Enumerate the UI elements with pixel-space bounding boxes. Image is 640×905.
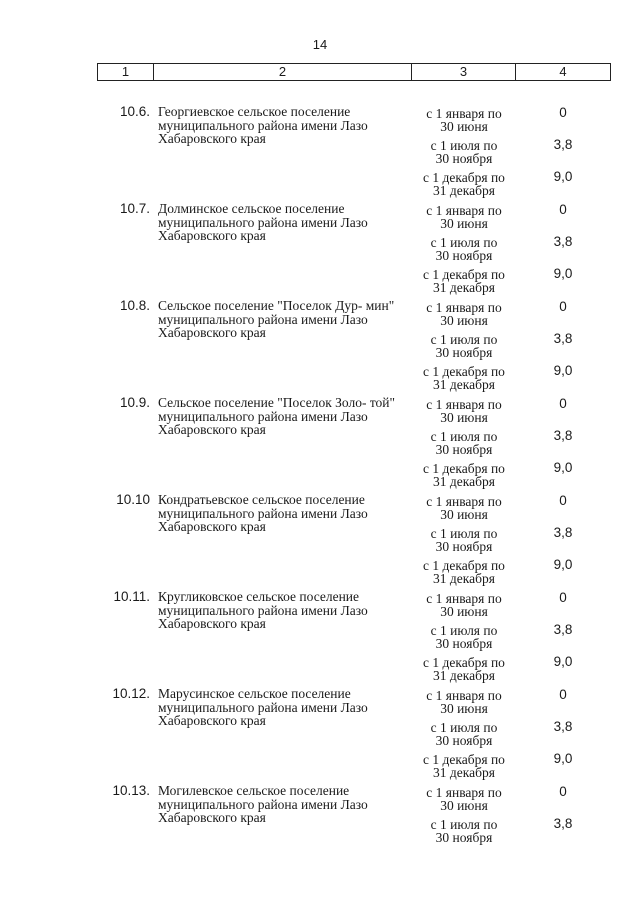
period-start: с 1 июля по <box>430 332 498 347</box>
settlement-name: Георгиевское сельское поселение муниципального района имени Лазо Хабаровского края <box>158 104 368 146</box>
period-start: с 1 декабря по <box>423 558 505 573</box>
period-start: с 1 июля по <box>430 138 498 153</box>
entry-number: 10.9. <box>119 395 150 410</box>
period-start: с 1 декабря по <box>423 170 505 185</box>
period-cell <box>414 786 514 812</box>
period-start: с 1 января по <box>426 397 502 412</box>
period-start: с 1 января по <box>426 785 502 800</box>
entry-number: 10.7. <box>119 201 150 216</box>
column-header-table <box>97 63 611 81</box>
period-cell <box>414 559 514 585</box>
settlement-name: Сельское поселение "Поселок Дур- мин" муниципального района имени Лазо Хабаровского края <box>158 298 395 340</box>
period-start: с 1 декабря по <box>423 267 505 282</box>
period-cell <box>414 624 514 650</box>
entry-number: 10.8. <box>119 298 150 313</box>
period-end: 31 декабря <box>433 668 495 683</box>
settlement-entry <box>0 395 640 492</box>
period-start: с 1 июля по <box>430 235 498 250</box>
rate-value: 9,0 <box>553 557 573 572</box>
period-end: 31 декабря <box>433 183 495 198</box>
period-start: с 1 декабря по <box>423 752 505 767</box>
period-end: 30 ноября <box>435 151 493 166</box>
settlement-name: Кондратьевское сельское поселение муниципального района имени Лазо Хабаровского края <box>158 492 368 534</box>
period-end: 30 июня <box>440 798 488 813</box>
entry-number: 10.13. <box>112 783 150 798</box>
settlement-entry <box>0 201 640 298</box>
rate-value: 3,8 <box>553 137 573 152</box>
period-end: 30 ноября <box>435 733 493 748</box>
rate-value: 9,0 <box>553 460 573 475</box>
rate-value: 0 <box>559 396 567 411</box>
page-number: 14 <box>312 37 328 52</box>
period-cell <box>414 204 514 230</box>
period-end: 30 ноября <box>435 442 493 457</box>
settlement-entry <box>0 298 640 395</box>
period-cell <box>414 333 514 359</box>
rate-value: 9,0 <box>553 363 573 378</box>
settlement-name: Кругликовское сельское поселение муниципального района имени Лазо Хабаровского края <box>158 589 368 631</box>
period-start: с 1 декабря по <box>423 461 505 476</box>
period-end: 30 июня <box>440 604 488 619</box>
period-end: 31 декабря <box>433 377 495 392</box>
period-cell <box>414 268 514 294</box>
rate-value: 0 <box>559 299 567 314</box>
period-cell <box>414 721 514 747</box>
period-cell <box>414 301 514 327</box>
settlement-name: Сельское поселение "Поселок Золо- той" муниципального района имени Лазо Хабаровского края <box>158 395 396 437</box>
period-cell <box>414 462 514 488</box>
rate-value: 3,8 <box>553 816 573 831</box>
period-cell <box>414 656 514 682</box>
period-end: 30 ноября <box>435 636 493 651</box>
period-start: с 1 января по <box>426 494 502 509</box>
period-end: 30 ноября <box>435 248 493 263</box>
period-cell <box>414 592 514 618</box>
period-start: с 1 января по <box>426 688 502 703</box>
period-end: 31 декабря <box>433 765 495 780</box>
column-header-3: 3 <box>412 64 516 81</box>
period-cell <box>414 107 514 133</box>
column-header-1: 1 <box>98 64 154 81</box>
period-cell <box>414 171 514 197</box>
rate-value: 9,0 <box>553 266 573 281</box>
rate-value: 0 <box>559 105 567 120</box>
period-cell <box>414 527 514 553</box>
rate-value: 0 <box>559 493 567 508</box>
period-start: с 1 января по <box>426 203 502 218</box>
period-start: с 1 января по <box>426 106 502 121</box>
entry-number: 10.10 <box>116 492 150 507</box>
period-end: 30 ноября <box>435 345 493 360</box>
period-start: с 1 июля по <box>430 720 498 735</box>
rate-value: 3,8 <box>553 331 573 346</box>
rate-value: 9,0 <box>553 751 573 766</box>
period-start: с 1 декабря по <box>423 364 505 379</box>
period-cell <box>414 398 514 424</box>
period-end: 30 июня <box>440 216 488 231</box>
period-start: с 1 января по <box>426 591 502 606</box>
rate-value: 0 <box>559 202 567 217</box>
rate-value: 0 <box>559 590 567 605</box>
period-cell <box>414 365 514 391</box>
settlement-entry <box>0 783 640 880</box>
period-cell <box>414 236 514 262</box>
period-start: с 1 июля по <box>430 429 498 444</box>
settlement-entry <box>0 686 640 783</box>
period-end: 31 декабря <box>433 280 495 295</box>
settlement-rows <box>0 104 640 880</box>
rate-value: 3,8 <box>553 234 573 249</box>
rate-value: 0 <box>559 687 567 702</box>
settlement-name: Могилевское сельское поселение муниципального района имени Лазо Хабаровского края <box>158 783 368 825</box>
entry-number: 10.12. <box>112 686 150 701</box>
entry-number: 10.11. <box>113 589 150 604</box>
rate-value: 9,0 <box>553 169 573 184</box>
settlement-entry <box>0 589 640 686</box>
column-header-4: 4 <box>516 64 611 81</box>
period-start: с 1 января по <box>426 300 502 315</box>
settlement-entry <box>0 104 640 201</box>
period-end: 30 ноября <box>435 830 493 845</box>
settlement-entry <box>0 492 640 589</box>
rate-value: 9,0 <box>553 654 573 669</box>
period-cell <box>414 689 514 715</box>
rate-value: 0 <box>559 784 567 799</box>
period-end: 30 июня <box>440 119 488 134</box>
rate-value: 3,8 <box>553 622 573 637</box>
period-end: 31 декабря <box>433 474 495 489</box>
rate-value: 3,8 <box>553 525 573 540</box>
period-end: 30 июня <box>440 507 488 522</box>
period-start: с 1 июля по <box>430 526 498 541</box>
period-cell <box>414 495 514 521</box>
period-start: с 1 июля по <box>430 623 498 638</box>
period-cell <box>414 818 514 844</box>
period-end: 30 июня <box>440 701 488 716</box>
period-end: 30 ноября <box>435 539 493 554</box>
period-start: с 1 июля по <box>430 817 498 832</box>
settlement-name: Марусинское сельское поселение муниципального района имени Лазо Хабаровского края <box>158 686 368 728</box>
period-cell <box>414 139 514 165</box>
period-end: 31 декабря <box>433 571 495 586</box>
settlement-name: Долминское сельское поселение муниципального района имени Лазо Хабаровского края <box>158 201 368 243</box>
column-header-row <box>98 64 611 81</box>
period-cell <box>414 753 514 779</box>
entry-number: 10.6. <box>119 104 150 119</box>
column-header-2: 2 <box>154 64 412 81</box>
rate-value: 3,8 <box>553 719 573 734</box>
rate-value: 3,8 <box>553 428 573 443</box>
period-end: 30 июня <box>440 313 488 328</box>
period-cell <box>414 430 514 456</box>
period-end: 30 июня <box>440 410 488 425</box>
period-start: с 1 декабря по <box>423 655 505 670</box>
